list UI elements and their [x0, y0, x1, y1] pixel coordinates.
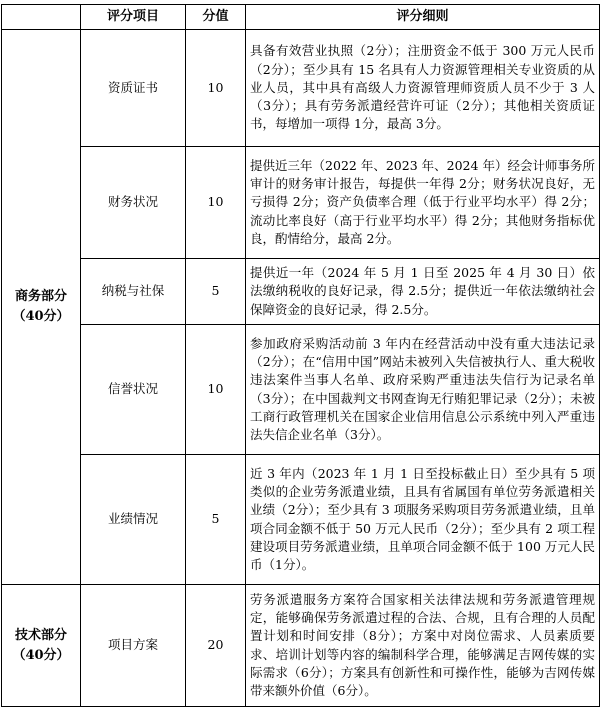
- item-cell: 项目方案: [81, 585, 186, 707]
- table-row: [2, 30, 600, 147]
- item-cell: 资质证书: [81, 30, 186, 147]
- score-cell: 10: [186, 325, 246, 455]
- header-item: 评分项目: [81, 5, 186, 30]
- detail-cell: 参加政府采购活动前 3 年内在经营活动中没有重大违法记录（2分）；在“信用中国”网站未被列入失信被执行人、重大税收违法案件当事人名单、政府采购严重违法失信行为记录名单（3分）；在中国裁判文书网查询无行贿犯罪记录（2分）；未被工商行政管理机关在国家企业信用信息公示系统中列入严重违法失信企业名单（3分）。: [246, 325, 600, 455]
- part-score: （40分）: [12, 647, 70, 663]
- part-cell-technical: [2, 585, 81, 707]
- score-cell: 5: [186, 259, 246, 325]
- item-cell: 财务状况: [81, 147, 186, 259]
- score-cell: 10: [186, 147, 246, 259]
- scoring-table: [1, 4, 600, 707]
- header-blank: [2, 5, 81, 30]
- part-cell-business: [2, 30, 81, 585]
- item-cell: 信誉状况: [81, 325, 186, 455]
- detail-cell: 提供近三年（2022 年、2023 年、2024 年）经会计师事务所审计的财务审计报告，每提供一年得 2分；财务状况良好，无亏损得 2分；资产负债率合理（低于行业平均水平）得 2分；流动比率良好（高于行业平均水平）得 2分；其他财务指标优良，酌情给分，最高 2分。: [246, 147, 600, 259]
- item-cell: 业绩情况: [81, 455, 186, 585]
- detail-cell: 劳务派遣服务方案符合国家相关法律法规和劳务派遣管理规定，能够确保劳务派遣过程的合法、合规，且有合理的人员配置计划和时间安排（8分）；方案中对岗位需求、人员素质要求、培训计划等内容的编制科学合理，能够满足吉网传媒的实际需求（6分）；方案具有创新性和可操作性，能够为吉网传媒带来额外价值（6分）。: [246, 585, 600, 707]
- score-cell: 5: [186, 455, 246, 585]
- header-score: 分值: [186, 5, 246, 30]
- table-row: [2, 325, 600, 455]
- header-detail: 评分细则: [246, 5, 600, 30]
- detail-cell: 具备有效营业执照（2分）；注册资金不低于 300 万元人民币（2分）；至少具有 15 名具有人力资源管理相关专业资质的从业人员，其中具有高级人力资源管理师资质人员不少于 3 人（3分）；具有劳务派遣经营许可证（2分）；其他相关资质证书，每增加一项得 1分，最高 3分。: [246, 30, 600, 147]
- detail-cell: 近 3 年内（2023 年 1 月 1 日至投标截止日）至少具有 5 项类似的企业劳务派遣业绩，且具有省属国有单位劳务派遣相关业绩（2分）；至少具有 3 项服务采购项目劳务派遣业绩，且单项合同金额不低于 50 万元人民币（2分）；至少具有 2 项工程建设项目劳务派遣业绩，且单项合同金额不低于 100 万元人民币（1分）。: [246, 455, 600, 585]
- part-name: 商务部分: [14, 289, 67, 304]
- part-score: （40分）: [12, 309, 70, 324]
- table-row: [2, 585, 600, 707]
- score-cell: 10: [186, 30, 246, 147]
- item-cell: 纳税与社保: [81, 259, 186, 325]
- table-header-row: [2, 5, 600, 30]
- part-name: 技术部分: [14, 627, 67, 643]
- table-row: [2, 259, 600, 325]
- table-row: [2, 147, 600, 259]
- table-row: [2, 455, 600, 585]
- detail-cell: 提供近一年（2024 年 5 月 1 日至 2025 年 4 月 30 日）依法缴纳税收的良好记录，得 2.5分；提供近一年依法缴纳社会保障资金的良好记录，得 2.5分。: [246, 259, 600, 325]
- score-cell: 20: [186, 585, 246, 707]
